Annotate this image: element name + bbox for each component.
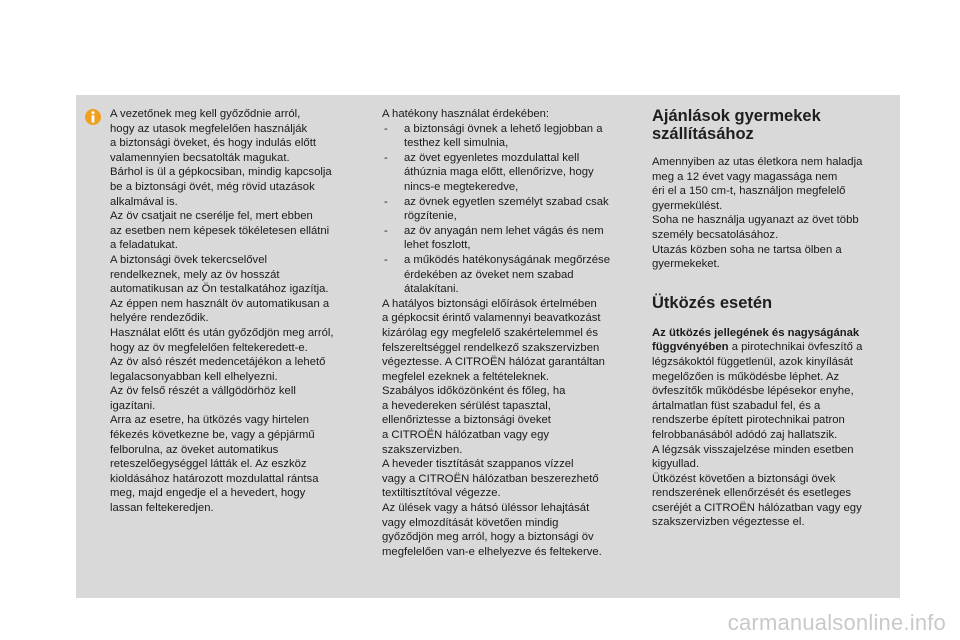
text-line: szakszervizben. [382,443,463,456]
text-line: rendelkeznek, mely az öv hosszát [110,268,280,281]
text-line: vagy elmozdítását követően mindig [382,516,559,529]
bullet-item [382,253,634,268]
text-line: felszereltséggel rendelkező szakszervizben [382,341,600,354]
bullet-item [382,282,634,297]
text-line: Az éppen nem használt öv automatikusan a [110,297,330,310]
bullet-dash: - [384,224,388,237]
bullet-dash [382,209,404,224]
text-line: megfelel ezeknek a feltételeknek. [382,370,550,383]
text-line: Az öv alsó részét medencetájékon a lehető [110,356,326,369]
text-line: kizárólag egy megfelelő szakértelemmel és [382,326,598,339]
text-line: Soha ne használja ugyanazt az övet több [652,214,859,227]
section-heading-collision: Ütközés esetén [652,293,773,312]
text-line: a CITROËN hálózatban vagy egy [382,429,550,442]
watermark: carmanualsonline.info [727,610,946,635]
bullet-dash [382,180,404,195]
bullet-text: a biztonsági övnek a lehető legjobban a [404,122,603,135]
text-line: a feladatukat. [110,239,178,252]
text-line: A légzsák visszajelzése minden esetben [652,443,854,456]
bullet-text: az öv anyagán nem lehet vágás és nem [404,224,604,237]
text-line: meg, majd engedje el a hevedert, hogy [110,487,306,500]
text-line: hogy az utasok megfelelően használják [110,122,308,135]
text-line: alkalmával is. [110,195,178,208]
bullet-list [382,122,634,297]
bullet-text: testhez kell simulnia, [404,137,509,150]
text-line: az esetben nem képesek tökéletesen ellátni [110,224,330,237]
text-line: A biztonsági övek tekercselővel [110,253,267,266]
bullet-text: áthúznia maga előtt, ellenőrizve, hogy [404,166,594,179]
bullet-dash: - [384,151,388,164]
intro-text: A hatékony használat érdekében: [382,108,550,120]
text-line: a gépkocsit érintő valamennyi beavatkozást [382,312,601,325]
bullet-text: rögzítenie, [404,210,457,223]
bullet-text: az övet egyenletes mozdulattal kell [404,151,580,164]
text-line: kigyullad. [652,458,700,471]
info-icon [84,108,102,126]
bullet-dash: - [384,195,388,208]
text-line: helyére rendeződik. [110,312,209,325]
bullet-dash [382,165,404,180]
text-line: Bárhol is ül a gépkocsiban, mindig kapcsolja [110,166,332,179]
text-line: Használat előtt és után győződjön meg arról, [110,326,334,339]
text-line: személy becsatolásához. [652,228,779,241]
text-line: végeztesse. A CITROËN hálózat garantáltan [382,356,605,369]
text-line: kioldásához határozott mozdulattal rántsa [110,472,319,485]
bullet-text: az övnek egyetlen személyt szabad csak [404,195,609,208]
bullet-dash [382,282,404,297]
bullet-dash [382,136,404,151]
text-line: cseréjét a CITROËN hálózatban vagy egy [652,501,862,514]
bold-lead-continued: függvényében a pirotechnikai övfeszítő a [652,341,863,354]
bullet-text: lehet foszlott, [404,239,471,252]
section-heading-children: Ajánlások gyermekek szállításához [652,107,821,143]
bullet-text: nincs-e megtekeredve, [404,180,519,193]
text-line: automatikusan az Ön testalkatához igazítja. [110,283,329,296]
text-line: győződjön meg arról, hogy a biztonsági öv [382,531,594,544]
bullet-text: érdekében az öveket nem szabad [404,268,574,281]
text-line: textiltisztítóval végezze. [382,487,501,500]
text-line: Amennyiben az utas életkora nem haladja [652,156,863,168]
text-line: felrobbanásából adódó zaj hallatszik. [652,428,838,441]
text-line: A heveder tisztítását szappanos vízzel [382,458,574,471]
text-line: a biztonsági öveket, és hogy indulás előtt [110,137,316,150]
text-line: Utazás közben soha ne tartsa ölben a [652,243,842,256]
text-line: reteszelőegységgel látták el. Az eszköz [110,458,307,471]
text-line: övfeszítők működésbe lépésekor enyhe, [652,385,854,398]
text-line: megelőzően is működésbe léphet. Az [652,370,840,383]
text-line: megfelelően van-e elhelyezve és feltekerve. [382,545,602,558]
text-line: Az öv felső részét a vállgödörhöz kell [110,385,296,398]
column-middle [382,107,634,559]
bullet-item [382,224,634,239]
text-line: a hevedereken sérülést tapasztal, [382,399,551,412]
text-line: szakszervizben végeztesse el. [652,516,805,529]
text-line: be a biztonsági övét, még rövid utazások [110,180,315,193]
text-line: gyermekülést. [652,199,723,212]
text-line: legalacsonyabban kell elhelyezni. [110,370,278,383]
bullet-item [382,180,634,195]
bullet-dash [382,238,404,253]
text-line: fékezés következne be, vagy a gépjármű [110,429,315,442]
bullet-item [382,122,634,137]
bold-lead: Az ütközés jellegének és nagyságának [652,326,860,339]
bullet-item [382,136,634,151]
bullet-text: átalakítani. [404,283,459,296]
text-line: éri el a 150 cm-t, használjon megfelelő [652,185,846,198]
text-line: igazítani. [110,399,156,412]
text-line: meg a 12 évet vagy magassága nem [652,170,838,183]
text-line: lassan feltekeredjen. [110,502,214,515]
bullet-item [382,195,634,210]
text-line: légzsákoktól függetlenül, azok kinyílását [652,355,853,368]
text-line: ártalmatlan füst szabadul fel, és a [652,399,821,412]
column-left [110,107,372,516]
column-right [652,107,892,530]
bullet-item [382,165,634,180]
text-line: valamennyien becsatolták magukat. [110,151,290,164]
children-section-text [652,155,892,272]
bullet-item [382,268,634,283]
text-line: rendszerbe épített pirotechnikai patron [652,414,845,427]
text-line: felborulna, az öveket automatikus [110,443,279,456]
bullet-item [382,238,634,253]
text-line: A vezetőnek meg kell győződnie arról, [110,108,301,120]
bullet-text: a működés hatékonyságának megőrzése [404,253,610,266]
bullet-dash: - [384,253,388,266]
collision-section-text [652,355,892,530]
text-line: Az ülések vagy a hátsó üléssor lehajtását [382,502,590,515]
text-line: Arra az esetre, ha ütközés vagy hirtelen [110,414,310,427]
bullet-item [382,209,634,224]
text-line: rendszerének ellenőrzését és esetleges [652,487,852,500]
text-line: Szabályos időközönként és főleg, ha [382,385,566,398]
bullet-dash: - [384,122,388,135]
bullet-dash [382,268,404,283]
text-line: gyermekeket. [652,258,720,271]
text-line: Az öv csatjait ne cserélje fel, mert ebben [110,210,313,223]
text-line: A hatályos biztonsági előírások értelmében [382,297,597,310]
text-line: hogy az öv megfelelően feltekeredett-e. [110,341,308,354]
paragraph-block [382,297,634,560]
text-line: Ütközést követően a biztonsági övek [652,472,836,485]
bullet-item [382,151,634,166]
text-line: vagy a CITROËN hálózatban beszerezhető [382,472,599,485]
text-line: ellenőriztesse a biztonsági öveket [382,414,551,427]
